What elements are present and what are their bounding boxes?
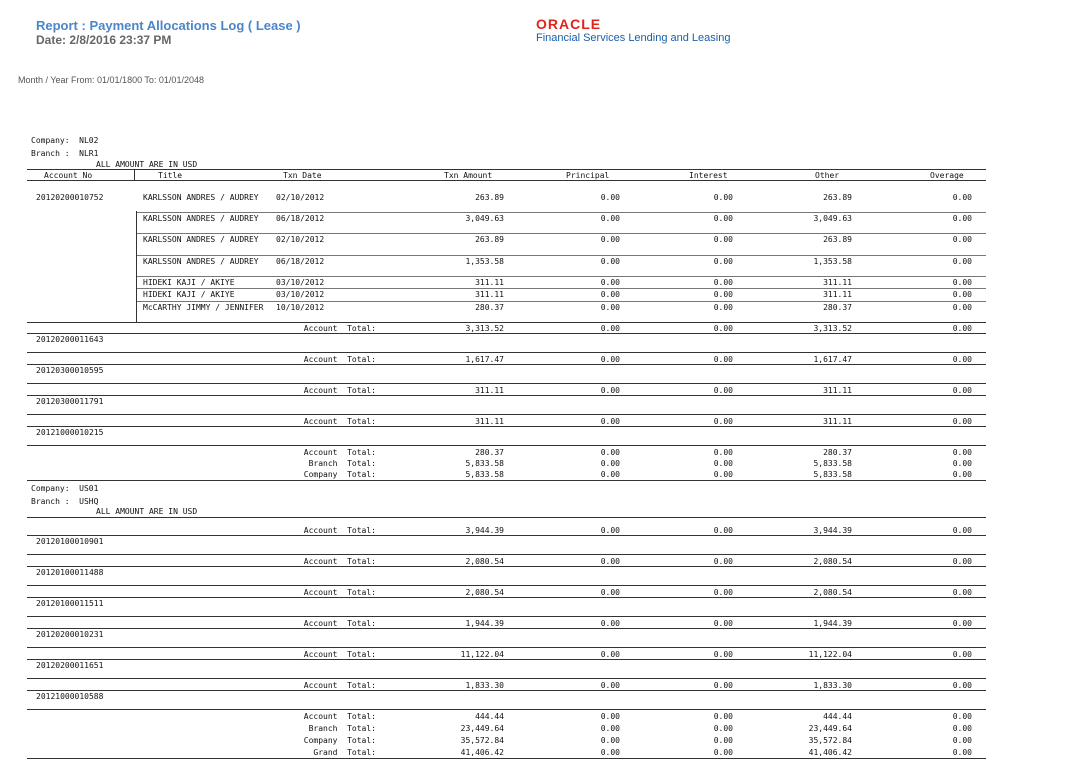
summary-total-interest: 0.00 <box>713 736 733 745</box>
summary-total-other: 41,406.42 <box>808 748 852 757</box>
account-total-overage: 0.00 <box>952 355 972 364</box>
row-rule <box>27 659 986 660</box>
account-total-label: Account Total: <box>303 557 376 566</box>
account-total-principal: 0.00 <box>600 619 620 628</box>
detail-principal: 0.00 <box>600 290 620 299</box>
account-total-overage: 0.00 <box>952 681 972 690</box>
detail-date: 10/10/2012 <box>276 303 325 312</box>
col-txn-amount: Txn Amount <box>444 171 493 180</box>
detail-other: 3,049.63 <box>813 214 852 223</box>
summary-total-other: 35,572.84 <box>808 736 852 745</box>
detail-principal: 0.00 <box>600 214 620 223</box>
row-rule <box>27 364 986 365</box>
summary-total-other: 23,449.64 <box>808 724 852 733</box>
detail-overage: 0.00 <box>952 235 972 244</box>
summary-total-amount: 444.44 <box>475 712 504 721</box>
account-total-amount: 311.11 <box>475 386 504 395</box>
account-total-label: Account Total: <box>303 681 376 690</box>
detail-date: 03/10/2012 <box>276 278 325 287</box>
summary-total-overage: 0.00 <box>952 748 972 757</box>
account-total-amount: 1,617.47 <box>465 355 504 364</box>
row-rule <box>27 395 986 396</box>
summary-total-label: Company Total: <box>303 736 376 745</box>
detail-other: 263.89 <box>823 235 852 244</box>
company-label: Company: US01 <box>31 484 99 493</box>
account-total-principal: 0.00 <box>600 324 620 333</box>
account-total-interest: 0.00 <box>713 386 733 395</box>
account-number: 20120300011791 <box>36 397 104 406</box>
account-number: 20121000010588 <box>36 692 104 701</box>
summary-total-other: 280.37 <box>823 448 852 457</box>
row-rule <box>27 585 986 586</box>
account-total-overage: 0.00 <box>952 386 972 395</box>
detail-interest: 0.00 <box>713 235 733 244</box>
account-total-interest: 0.00 <box>713 681 733 690</box>
summary-total-amount: 5,833.58 <box>465 470 504 479</box>
account-total-amount: 2,080.54 <box>465 557 504 566</box>
row-divider <box>136 211 137 322</box>
row-rule <box>27 647 986 648</box>
summary-total-principal: 0.00 <box>600 748 620 757</box>
summary-total-interest: 0.00 <box>713 470 733 479</box>
summary-total-label: Branch Total: <box>308 459 376 468</box>
account-total-overage: 0.00 <box>952 417 972 426</box>
row-rule <box>27 709 986 710</box>
row-rule <box>27 597 986 598</box>
detail-rule <box>136 233 986 234</box>
detail-amount: 263.89 <box>475 235 504 244</box>
account-total-principal: 0.00 <box>600 417 620 426</box>
account-total-overage: 0.00 <box>952 619 972 628</box>
currency-note: ALL AMOUNT ARE IN USD <box>96 160 198 169</box>
report-title: Report : Payment Allocations Log ( Lease ) <box>36 18 301 33</box>
account-total-interest: 0.00 <box>713 324 733 333</box>
account-total-other: 1,944.39 <box>813 619 852 628</box>
account-total-principal: 0.00 <box>600 355 620 364</box>
detail-other: 311.11 <box>823 278 852 287</box>
branch-label: Branch : NLR1 <box>31 149 99 158</box>
account-total-amount: 11,122.04 <box>460 650 504 659</box>
summary-total-principal: 0.00 <box>600 736 620 745</box>
detail-interest: 0.00 <box>713 290 733 299</box>
account-total-amount: 311.11 <box>475 417 504 426</box>
account-number: 20120100011488 <box>36 568 104 577</box>
detail-principal: 0.00 <box>600 235 620 244</box>
detail-rule <box>136 212 986 213</box>
account-total-label: Account Total: <box>303 588 376 597</box>
section-start-rule <box>27 517 986 518</box>
col-principal: Principal <box>566 171 610 180</box>
detail-title: KARLSSON ANDRES / AUDREY <box>143 257 259 266</box>
row-rule <box>27 628 986 629</box>
row-rule <box>27 566 986 567</box>
detail-title: KARLSSON ANDRES / AUDREY <box>143 214 259 223</box>
row-rule <box>27 414 986 415</box>
account-total-interest: 0.00 <box>713 417 733 426</box>
account-total-interest: 0.00 <box>713 557 733 566</box>
detail-title: McCARTHY JIMMY / JENNIFER <box>143 303 264 312</box>
detail-other: 280.37 <box>823 303 852 312</box>
account-total-principal: 0.00 <box>600 526 620 535</box>
account-total-overage: 0.00 <box>952 526 972 535</box>
account-total-overage: 0.00 <box>952 650 972 659</box>
account-number: 20120200010231 <box>36 630 104 639</box>
account-number: 20120200011651 <box>36 661 104 670</box>
account-total-other: 11,122.04 <box>808 650 852 659</box>
account-total-other: 311.11 <box>823 417 852 426</box>
account-total-label: Account Total: <box>303 386 376 395</box>
summary-total-principal: 0.00 <box>600 448 620 457</box>
detail-amount: 3,049.63 <box>465 214 504 223</box>
account-total-amount: 3,313.52 <box>465 324 504 333</box>
account-total-interest: 0.00 <box>713 619 733 628</box>
summary-total-label: Account Total: <box>303 712 376 721</box>
summary-total-amount: 41,406.42 <box>460 748 504 757</box>
row-rule <box>27 333 986 334</box>
account-number: 20120200010752 <box>36 193 104 202</box>
account-number: 20121000010215 <box>36 428 104 437</box>
account-number: 20120100011511 <box>36 599 104 608</box>
branch-label: Branch : USHQ <box>31 497 99 506</box>
account-total-principal: 0.00 <box>600 650 620 659</box>
detail-principal: 0.00 <box>600 278 620 287</box>
header-top-rule <box>27 169 986 170</box>
summary-total-interest: 0.00 <box>713 748 733 757</box>
logo-brand: ORACLE <box>536 16 602 32</box>
account-total-overage: 0.00 <box>952 324 972 333</box>
summary-total-amount: 35,572.84 <box>460 736 504 745</box>
account-total-overage: 0.00 <box>952 557 972 566</box>
detail-date: 06/18/2012 <box>276 257 325 266</box>
summary-total-overage: 0.00 <box>952 448 972 457</box>
col-overage: Overage <box>930 171 964 180</box>
detail-interest: 0.00 <box>713 193 733 202</box>
summary-total-overage: 0.00 <box>952 459 972 468</box>
account-total-interest: 0.00 <box>713 650 733 659</box>
summary-total-interest: 0.00 <box>713 459 733 468</box>
account-total-label: Account Total: <box>303 417 376 426</box>
summary-total-label: Branch Total: <box>308 724 376 733</box>
detail-title: KARLSSON ANDRES / AUDREY <box>143 193 259 202</box>
summary-total-interest: 0.00 <box>713 724 733 733</box>
detail-rule <box>136 288 986 289</box>
detail-amount: 311.11 <box>475 278 504 287</box>
detail-other: 311.11 <box>823 290 852 299</box>
summary-total-other: 444.44 <box>823 712 852 721</box>
detail-amount: 311.11 <box>475 290 504 299</box>
summary-total-other: 5,833.58 <box>813 470 852 479</box>
account-number: 20120100010901 <box>36 537 104 546</box>
account-total-principal: 0.00 <box>600 557 620 566</box>
account-total-amount: 1,833.30 <box>465 681 504 690</box>
detail-date: 06/18/2012 <box>276 214 325 223</box>
summary-total-overage: 0.00 <box>952 712 972 721</box>
report-date: Date: 2/8/2016 23:37 PM <box>36 33 172 47</box>
account-total-label: Account Total: <box>303 355 376 364</box>
account-total-other: 2,080.54 <box>813 588 852 597</box>
summary-total-overage: 0.00 <box>952 724 972 733</box>
row-rule <box>27 445 986 446</box>
detail-interest: 0.00 <box>713 278 733 287</box>
account-total-other: 3,313.52 <box>813 324 852 333</box>
summary-total-amount: 280.37 <box>475 448 504 457</box>
account-total-amount: 2,080.54 <box>465 588 504 597</box>
row-rule <box>27 426 986 427</box>
summary-total-principal: 0.00 <box>600 724 620 733</box>
col-other: Other <box>815 171 840 180</box>
detail-amount: 1,353.58 <box>465 257 504 266</box>
detail-other: 1,353.58 <box>813 257 852 266</box>
company-label: Company: NL02 <box>31 136 99 145</box>
row-rule <box>27 554 986 555</box>
detail-principal: 0.00 <box>600 193 620 202</box>
detail-amount: 280.37 <box>475 303 504 312</box>
summary-total-overage: 0.00 <box>952 470 972 479</box>
account-number: 20120300010595 <box>36 366 104 375</box>
detail-title: KARLSSON ANDRES / AUDREY <box>143 235 259 244</box>
summary-total-label: Account Total: <box>303 448 376 457</box>
oracle-logo <box>536 17 730 45</box>
detail-date: 03/10/2012 <box>276 290 325 299</box>
account-total-principal: 0.00 <box>600 588 620 597</box>
detail-title: HIDEKI KAJI / AKIYE <box>143 290 235 299</box>
detail-interest: 0.00 <box>713 303 733 312</box>
account-total-interest: 0.00 <box>713 526 733 535</box>
account-total-rule <box>27 322 986 323</box>
detail-principal: 0.00 <box>600 303 620 312</box>
col-account-no: Account No <box>44 171 93 180</box>
detail-interest: 0.00 <box>713 257 733 266</box>
row-rule <box>27 535 986 536</box>
account-total-amount: 3,944.39 <box>465 526 504 535</box>
summary-total-other: 5,833.58 <box>813 459 852 468</box>
account-total-principal: 0.00 <box>600 681 620 690</box>
detail-title: HIDEKI KAJI / AKIYE <box>143 278 235 287</box>
currency-note: ALL AMOUNT ARE IN USD <box>96 507 198 516</box>
account-total-label: Account Total: <box>303 619 376 628</box>
row-rule <box>27 690 986 691</box>
account-total-other: 2,080.54 <box>813 557 852 566</box>
account-total-interest: 0.00 <box>713 588 733 597</box>
summary-total-label: Grand Total: <box>313 748 376 757</box>
summary-total-principal: 0.00 <box>600 459 620 468</box>
date-range: Month / Year From: 01/01/1800 To: 01/01/2048 <box>18 75 204 85</box>
account-total-other: 1,833.30 <box>813 681 852 690</box>
account-total-label: Account Total: <box>303 650 376 659</box>
col-title: Title <box>158 171 183 180</box>
account-number: 20120200011643 <box>36 335 104 344</box>
account-total-other: 1,617.47 <box>813 355 852 364</box>
detail-overage: 0.00 <box>952 214 972 223</box>
row-rule <box>27 383 986 384</box>
account-total-label: Account Total: <box>303 324 376 333</box>
account-total-principal: 0.00 <box>600 386 620 395</box>
account-total-other: 3,944.39 <box>813 526 852 535</box>
detail-rule <box>136 301 986 302</box>
summary-total-amount: 5,833.58 <box>465 459 504 468</box>
header-bottom-rule <box>27 180 986 181</box>
detail-overage: 0.00 <box>952 257 972 266</box>
detail-overage: 0.00 <box>952 303 972 312</box>
detail-amount: 263.89 <box>475 193 504 202</box>
detail-date: 02/10/2012 <box>276 235 325 244</box>
detail-rule <box>136 255 986 256</box>
col-interest: Interest <box>689 171 728 180</box>
detail-date: 02/10/2012 <box>276 193 325 202</box>
account-total-interest: 0.00 <box>713 355 733 364</box>
section-end-rule <box>27 480 986 481</box>
row-rule <box>27 616 986 617</box>
summary-total-interest: 0.00 <box>713 712 733 721</box>
account-total-overage: 0.00 <box>952 588 972 597</box>
account-total-label: Account Total: <box>303 526 376 535</box>
col-txn-date: Txn Date <box>283 171 322 180</box>
detail-interest: 0.00 <box>713 214 733 223</box>
summary-total-label: Company Total: <box>303 470 376 479</box>
logo-subtitle: Financial Services Lending and Leasing <box>536 32 731 44</box>
account-total-amount: 1,944.39 <box>465 619 504 628</box>
detail-other: 263.89 <box>823 193 852 202</box>
summary-total-principal: 0.00 <box>600 712 620 721</box>
row-rule <box>27 678 986 679</box>
summary-total-principal: 0.00 <box>600 470 620 479</box>
header-divider <box>134 169 135 181</box>
row-rule <box>27 352 986 353</box>
summary-total-overage: 0.00 <box>952 736 972 745</box>
detail-overage: 0.00 <box>952 290 972 299</box>
summary-total-interest: 0.00 <box>713 448 733 457</box>
summary-total-amount: 23,449.64 <box>460 724 504 733</box>
report-end-rule <box>27 758 986 759</box>
account-total-other: 311.11 <box>823 386 852 395</box>
detail-overage: 0.00 <box>952 193 972 202</box>
detail-rule <box>136 276 986 277</box>
detail-overage: 0.00 <box>952 278 972 287</box>
detail-principal: 0.00 <box>600 257 620 266</box>
